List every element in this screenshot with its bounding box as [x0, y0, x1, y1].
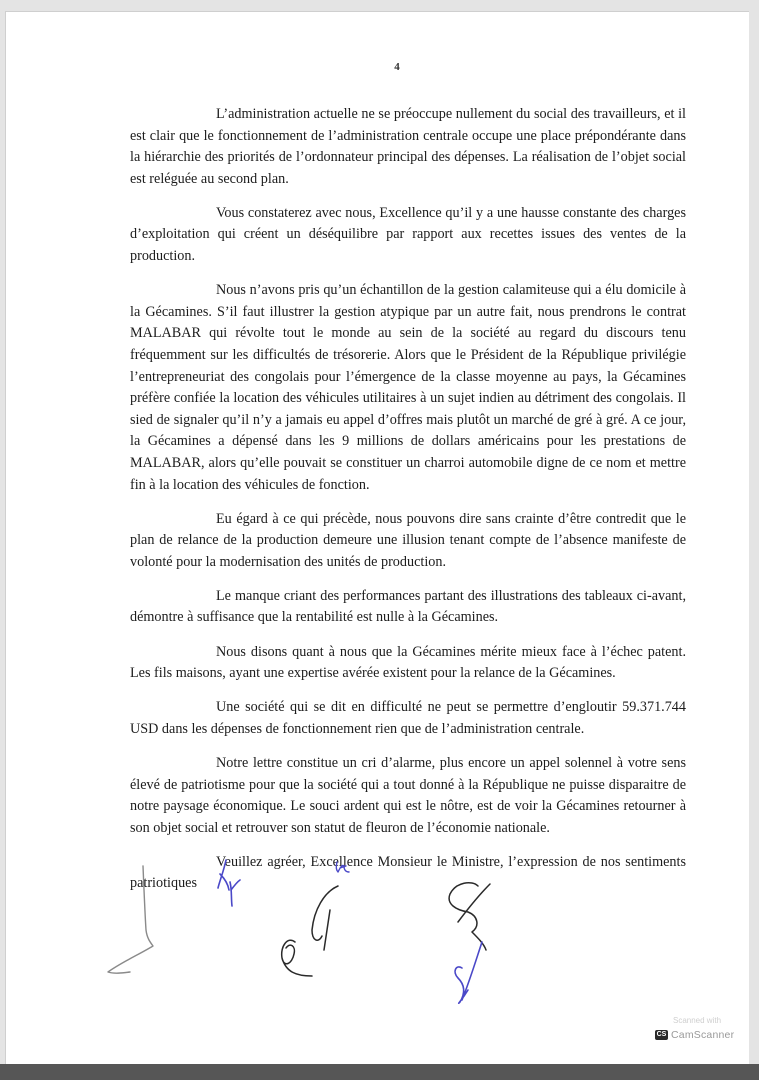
- paragraph: Eu égard à ce qui précède, nous pouvons dire sans crainte d’être contredit que le plan de relance de la production demeure une illusion tenant compte de l’absence manifeste de volonté pour la modernisation des unités de production.: [130, 510, 686, 570]
- camscanner-name: CamScanner: [671, 1029, 735, 1041]
- signature-4: [282, 886, 338, 976]
- paragraph: Vous constaterez avec nous, Excellence qu’il y a une hausse constante des charges d’exploitation qui créent un déséquilibre par rapport aux recettes issues des ventes de la production.: [130, 204, 686, 265]
- paragraph: Une société qui se dit en difficulté ne peut se permettre d’engloutir 59.371.744 USD dans les dépenses de fonctionnement rien que de l’administration centrale.: [130, 699, 686, 737]
- paragraph: Le manque criant des performances partant des illustrations des tableaux ci-avant, démontre à suffisance que la rentabilité est nulle à la Gécamines.: [130, 587, 686, 626]
- bottom-bar: [0, 1064, 759, 1080]
- signature-1: [108, 866, 153, 973]
- paragraph: Nous disons quant à nous que la Gécamines mérite mieux face à l’échec patent. Les fils maisons, ayant une expertise avérée existent pour la relance de la Gécamines.: [130, 643, 686, 682]
- paragraph: Nous n’avons pris qu’un échantillon de la gestion calamiteuse qui a élu domicile à la Gécamines. S’il faut illustrer la gestion atypique par un autre fait, nous prendrons le contrat MALABAR qui révolte tout le monde au sein de la société au regard du discours tenu fréquemment sur les difficultés de trésorerie. Alors que le Président de la République privilégie l’entrepreneuriat des congolais pour l’émergence de la classe moyenne au pays, la Gécamines préfère confiée la location des véhicules utilitaires à un sujet indien au détriment des congolais. Il sied de signaler qu’il n’y a jamais eu appel d’offres mais plutôt un marché de gré à gré. A ce jour, la Gécamines a dépensé dans les 9 millions de dollars américains pour les prestations de MALABAR, alors qu’elle pouvait se constituer un charroi automobile digne de ce nom et mettre fin à la location des véhicules de fonction.: [130, 282, 686, 493]
- paragraph: Notre lettre constitue un cri d’alarme, plus encore un appel solennel à votre sens élevé de patriotisme pour que la société qui a tout donné à la République ne puisse disparaitre de notre paysage économique. Le souci ardent qui est le nôtre, est de voir la Gécamines retourner à son objet social et retrouver son statut de fleuron de l’économie nationale.: [130, 754, 686, 836]
- scanned-with-label: Scanned with: [673, 1016, 722, 1025]
- signatures-area: [100, 850, 580, 1020]
- signature-6: [455, 942, 482, 1003]
- paragraph: L’administration actuelle ne se préoccupe nullement du social des travailleurs, et il est clair que le fonctionnement de l’administration centrale occupe une place prépondérante dans la hiérarchie des priorités de l’ordonnateur principal des dépenses. La réalisation de l’objet social est reléguée au second plan.: [130, 106, 686, 187]
- page-number: 4: [394, 61, 400, 73]
- letter-body: [130, 104, 686, 908]
- closing-paragraph: Veuillez agréer, Excellence Monsieur le Ministre, l’expression de nos sentiments patriotiques: [130, 853, 686, 892]
- signature-3: [336, 862, 349, 872]
- signature-2: [218, 860, 240, 906]
- signature-5: [449, 883, 490, 950]
- camscanner-logo-icon: CS: [656, 1031, 667, 1038]
- camscanner-watermark: [655, 1016, 751, 1056]
